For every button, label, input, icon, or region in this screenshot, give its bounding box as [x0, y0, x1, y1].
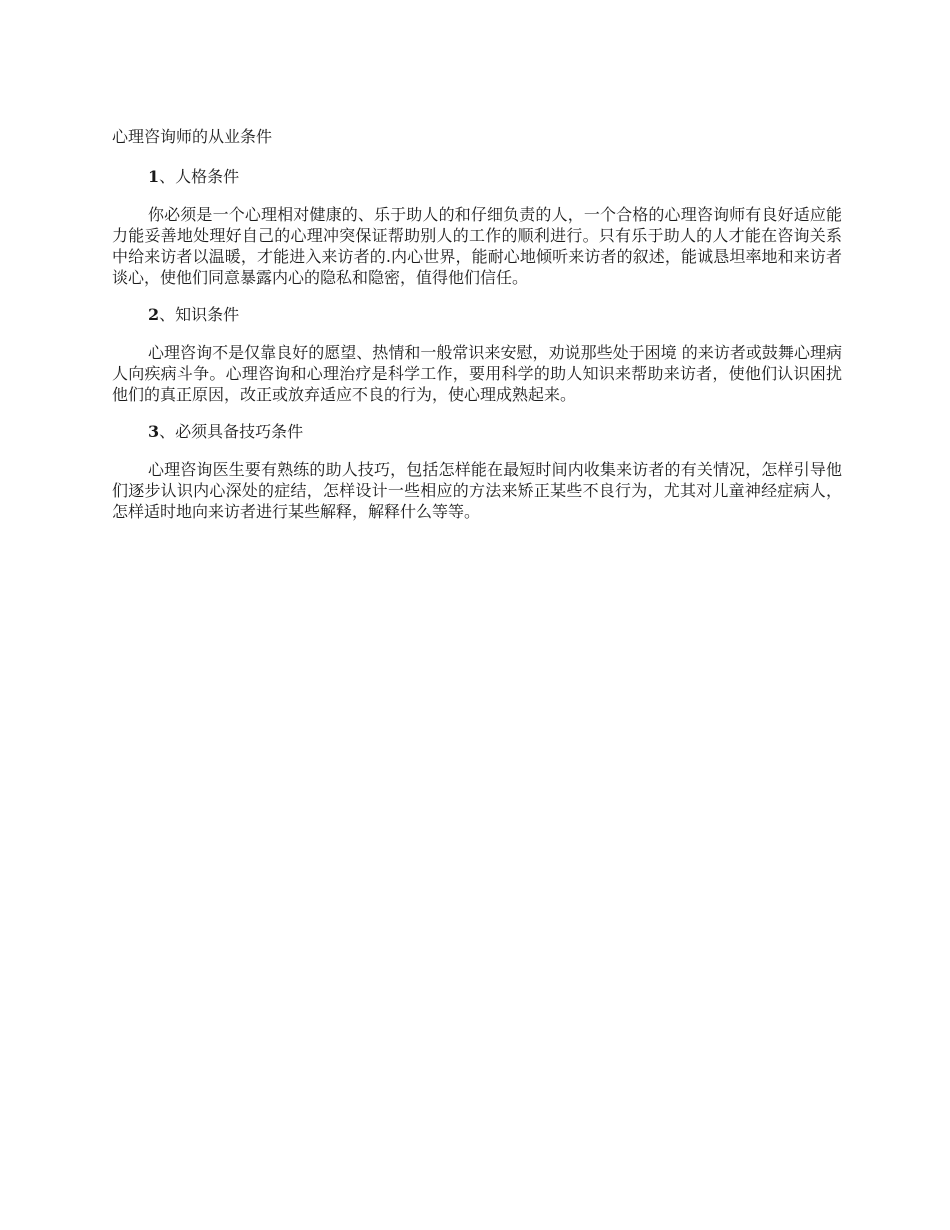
- section-heading-text: 、必须具备技巧条件: [159, 422, 304, 441]
- section-heading-text: 、知识条件: [159, 305, 240, 324]
- section-body-personality: 你必须是一个心理相对健康的、乐于助人的和仔细负责的人，一个合格的心理咨询师有良好适应能力能妥善地处理好自己的心理冲突保证帮助别人的工作的顺利进行。只有乐于助人的人才能在咨询关系中给来访者以温暖，才能进入来访者的.内心世界，能耐心地倾听来访者的叙述，能诚恳坦率地和来访者谈心，使他们同意暴露内心的隐私和隐密，值得他们信任。: [112, 205, 842, 287]
- section-heading-skills: [112, 419, 842, 445]
- document-page: [112, 124, 842, 536]
- section-body-knowledge: 心理咨询不是仅靠良好的愿望、热情和一般常识来安慰，劝说那些处于困境 的来访者或鼓舞心理病人向疾病斗争。心理咨询和心理治疗是科学工作，要用科学的助人知识来帮助来访者，使他们认识困扰他们的真正原因，改正或放弃适应不良的行为，使心理成熟起来。: [112, 343, 842, 404]
- section-heading-personality: [112, 164, 842, 190]
- section-heading-knowledge: [112, 302, 842, 328]
- document-title: 心理咨询师的从业条件: [112, 127, 273, 146]
- section-number: 3: [148, 422, 160, 441]
- section-heading-text: 、人格条件: [159, 167, 240, 186]
- section-number: 1: [148, 167, 160, 186]
- section-number: 2: [148, 305, 160, 324]
- section-body-skills: 心理咨询医生要有熟练的助人技巧，包括怎样能在最短时间内收集来访者的有关情况，怎样引导他们逐步认识内心深处的症结，怎样设计一些相应的方法来矫正某些不良行为，尤其对儿童神经症病人，怎样适时地向来访者进行某些解释，解释什么等等。: [112, 460, 842, 521]
